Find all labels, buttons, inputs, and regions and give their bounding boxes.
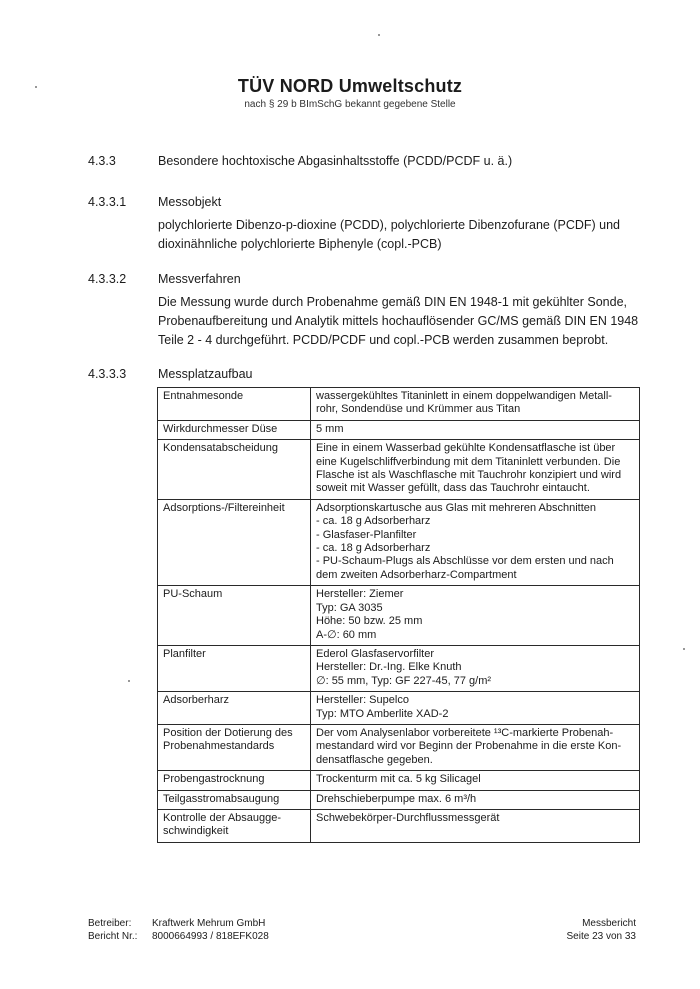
row-value-line: Adsorptionskartusche aus Glas mit mehreren Abschnitten xyxy=(316,501,597,514)
row-value-line: Drehschieberpumpe max. 6 m³/h xyxy=(316,792,477,805)
row-label xyxy=(158,724,311,770)
scan-speck xyxy=(35,86,37,88)
section-paragraph xyxy=(158,293,658,350)
row-label xyxy=(158,420,311,439)
section-title: Messplatzaufbau xyxy=(158,367,253,381)
table-row xyxy=(158,586,640,646)
row-value xyxy=(311,586,640,646)
row-label-line: Position der Dotierung des xyxy=(163,726,293,739)
document-subtitle: nach § 29 b BImSchG bekannt gegebene Stelle xyxy=(244,99,456,110)
section-number: 4.3.3.3 xyxy=(88,367,127,381)
row-label-line: Kondensatabscheidung xyxy=(163,442,278,455)
row-label xyxy=(158,790,311,809)
row-value xyxy=(311,645,640,691)
row-label xyxy=(158,692,311,725)
row-value-line: Typ: GA 3035 xyxy=(316,601,383,614)
row-label-line: Probenahmestandards xyxy=(163,740,275,753)
section-number: 4.3.3.1 xyxy=(88,195,127,209)
row-value xyxy=(311,692,640,725)
row-value-line: Flasche ist als Waschflasche mit Tauchrohr konzipiert und wird xyxy=(316,469,622,482)
row-value xyxy=(311,388,640,421)
row-value-line: - Glasfaser-Planfilter xyxy=(316,528,417,541)
table-row xyxy=(158,420,640,439)
footer-labels xyxy=(88,918,137,943)
section-number: 4.3.3.2 xyxy=(88,272,127,286)
document-title: TÜV NORD Umweltschutz xyxy=(237,76,463,96)
section-number: 4.3.3 xyxy=(88,154,116,168)
row-value-line: rohr, Sondendüse und Krümmer aus Titan xyxy=(316,403,521,416)
row-value-line: Typ: MTO Amberlite XAD-2 xyxy=(316,707,449,720)
footer-page-info xyxy=(567,918,637,943)
table-row xyxy=(158,440,640,500)
row-value-line: eine Kugelschliffverbindung mit dem Titaninlett verbunden. Die xyxy=(316,455,621,468)
table-row xyxy=(158,499,640,585)
row-value-line: wassergekühltes Titaninlett in einem doppelwandigen Metall- xyxy=(316,390,612,402)
paragraph-line: Teile 2 - 4 durchgeführt. PCDD/PCDF und copl.-PCB werden zusammen beprobt. xyxy=(158,333,609,347)
row-value xyxy=(311,771,640,790)
row-label-line: Kontrolle der Absaugge- xyxy=(163,811,282,824)
row-label-line: schwindigkeit xyxy=(163,825,229,838)
row-value-line: Hersteller: Ziemer xyxy=(316,588,404,601)
paragraph-line: polychlorierte Dibenzo-p-dioxine (PCDD), polychlorierte Dibenzofurane (PCDF) und xyxy=(158,218,620,232)
row-value-line: - ca. 18 g Adsorberharz xyxy=(316,542,431,555)
bericht-label: Bericht Nr.: xyxy=(88,930,138,942)
row-label-line: Adsorptions-/Filtereinheit xyxy=(163,501,285,514)
row-value xyxy=(311,809,640,842)
row-value-line: dem zweiten Adsorberharz-Compartment xyxy=(316,568,517,581)
row-label xyxy=(158,771,311,790)
betreiber-value: Kraftwerk Mehrum GmbH xyxy=(152,918,266,929)
row-label xyxy=(158,440,311,500)
row-value-line: Trockenturm mit ca. 5 kg Silicagel xyxy=(316,773,481,786)
row-value-line: Der vom Analysenlabor vorbereitete ¹³C-markierte Probenah- xyxy=(316,726,614,739)
paragraph-line: Die Messung wurde durch Probenahme gemäß DIN EN 1948-1 mit gekühlter Sonde, xyxy=(158,295,627,309)
row-value-line: A-∅: 60 mm xyxy=(316,628,377,641)
scan-speck xyxy=(683,648,685,650)
row-value-line: Ederol Glasfaservorfilter xyxy=(316,647,434,660)
row-value-line: ∅: 55 mm, Typ: GF 227-45, 77 g/m² xyxy=(316,674,492,687)
row-label xyxy=(158,586,311,646)
row-value-line: Schwebekörper-Durchflussmessgerät xyxy=(316,811,500,824)
bericht-number: 8000664993 / 818EFK028 xyxy=(152,930,269,942)
row-value-line: - ca. 18 g Adsorberharz xyxy=(316,515,431,528)
section-title: Besondere hochtoxische Abgasinhaltsstoffe (PCDD/PCDF u. ä.) xyxy=(158,154,513,168)
table-row xyxy=(158,388,640,421)
table-row xyxy=(158,645,640,691)
row-value xyxy=(311,790,640,809)
row-label xyxy=(158,388,311,421)
table-row xyxy=(158,790,640,809)
row-value xyxy=(311,420,640,439)
row-label-line: Planfilter xyxy=(163,647,206,660)
row-label-line: Probengastrocknung xyxy=(163,773,265,786)
row-value-line: densatflasche gegeben. xyxy=(316,753,433,766)
document-type: Messbericht xyxy=(582,918,636,929)
betreiber-label: Betreiber: xyxy=(88,918,132,929)
row-label xyxy=(158,645,311,691)
row-value-line: Hersteller: Dr.-Ing. Elke Knuth xyxy=(316,661,462,674)
scan-speck xyxy=(128,680,130,682)
section-paragraph xyxy=(158,216,658,254)
paragraph-line: dioxinähnliche polychlorierte Biphenyle (copl.-PCB) xyxy=(158,237,442,251)
table-row xyxy=(158,692,640,725)
row-value xyxy=(311,499,640,585)
row-label-line: Wirkdurchmesser Düse xyxy=(163,422,278,435)
row-value-line: Eine in einem Wasserbad gekühlte Kondensatflasche ist über xyxy=(316,442,616,455)
row-label-line: PU-Schaum xyxy=(163,588,223,601)
table-row xyxy=(158,771,640,790)
row-label xyxy=(158,499,311,585)
row-label-line: Entnahmesonde xyxy=(163,390,244,402)
section-title: Messverfahren xyxy=(158,272,241,286)
row-label-line: Teilgasstromabsaugung xyxy=(163,792,280,805)
table-row xyxy=(158,724,640,770)
row-value xyxy=(311,440,640,500)
row-value xyxy=(311,724,640,770)
page-number: Seite 23 von 33 xyxy=(566,930,636,942)
table-row xyxy=(158,809,640,842)
row-value-line: 5 mm xyxy=(316,422,344,435)
row-label-line: Adsorberharz xyxy=(163,694,230,707)
paragraph-line: Probenaufbereitung und Analytik mittels hochauflösender GC/MS gemäß DIN EN 1948 xyxy=(158,314,639,328)
row-value-line: - PU-Schaum-Plugs als Abschlüsse vor dem ersten und nach xyxy=(316,555,614,568)
row-value-line: soweit mit Wasser gefüllt, dass das Tauchrohr eintaucht. xyxy=(316,482,590,495)
row-value-line: Höhe: 50 bzw. 25 mm xyxy=(316,615,423,628)
footer-values xyxy=(152,918,269,943)
measurement-setup-table xyxy=(157,387,640,843)
row-value-line: Hersteller: Supelco xyxy=(316,694,409,707)
row-label xyxy=(158,809,311,842)
section-title: Messobjekt xyxy=(158,195,222,209)
row-value-line: mestandard wird vor Beginn der Probenahme in die erste Kon- xyxy=(316,740,622,753)
scan-speck xyxy=(378,34,380,36)
